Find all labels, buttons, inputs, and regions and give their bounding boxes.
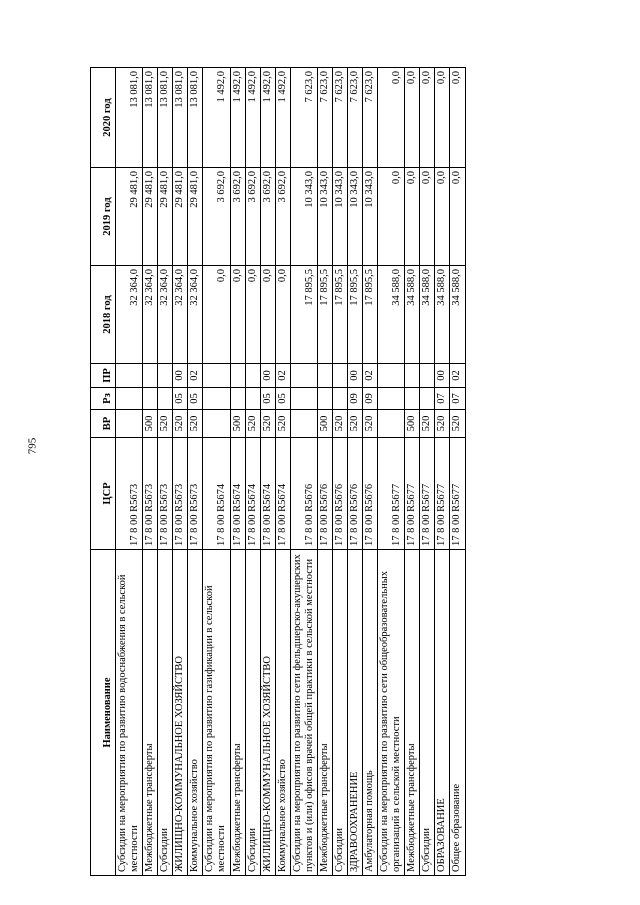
cell-2020: 13 081,0 [143,68,158,168]
cell-pr: 00 [348,364,363,388]
cell-2019: 3 692,0 [230,168,245,266]
cell-2019: 10 343,0 [332,168,347,266]
table-row [363,68,378,876]
cell-rz [143,388,158,410]
cell-rz [420,388,435,410]
cell-name: ОБРАЗОВАНИЕ [435,550,450,876]
cell-2019: 0,0 [420,168,435,266]
cell-2018: 0,0 [203,266,230,364]
cell-name: Межбюджетные трансферты [317,550,332,876]
cell-2020: 1 492,0 [245,68,260,168]
budget-table [90,67,466,876]
cell-2018: 32 364,0 [188,266,203,364]
cell-pr [158,364,173,388]
cell-vr: 520 [420,410,435,438]
cell-vr: 520 [348,410,363,438]
cell-2018: 0,0 [230,266,245,364]
cell-pr: 02 [450,364,465,388]
table-row [435,68,450,876]
cell-2018: 17 895,5 [332,266,347,364]
cell-2020: 1 492,0 [275,68,290,168]
cell-2018: 34 588,0 [420,266,435,364]
cell-csr: 17 8 00 R5676 [317,438,332,550]
cell-2018: 32 364,0 [158,266,173,364]
cell-2020: 7 623,0 [332,68,347,168]
cell-name: ЗДРАВООХРАНЕНИЕ [348,550,363,876]
cell-pr [116,364,143,388]
cell-2019: 0,0 [435,168,450,266]
cell-rz [230,388,245,410]
table-header-row [91,68,116,876]
table-row [158,68,173,876]
cell-pr: 02 [363,364,378,388]
cell-pr [143,364,158,388]
cell-2019: 0,0 [450,168,465,266]
cell-2019: 0,0 [405,168,420,266]
table-row [188,68,203,876]
cell-pr [378,364,405,388]
cell-vr [116,410,143,438]
cell-2020: 13 081,0 [116,68,143,168]
header-rz: Рз [91,388,116,410]
cell-name: Межбюджетные трансферты [405,550,420,876]
table-body [116,68,466,876]
cell-name: Коммунальное хозяйство [275,550,290,876]
cell-2020: 0,0 [420,68,435,168]
cell-2020: 13 081,0 [158,68,173,168]
table-row [173,68,188,876]
cell-2018: 34 588,0 [450,266,465,364]
cell-2019: 3 692,0 [260,168,275,266]
table-row [317,68,332,876]
cell-name: Межбюджетные трансферты [143,550,158,876]
cell-name: Общее образование [450,550,465,876]
cell-2020: 0,0 [435,68,450,168]
cell-vr: 500 [143,410,158,438]
cell-2019: 29 481,0 [143,168,158,266]
table-row [203,68,230,876]
cell-name: Амбулаторная помощь [363,550,378,876]
cell-pr [203,364,230,388]
cell-2020: 1 492,0 [260,68,275,168]
cell-vr: 520 [245,410,260,438]
cell-pr: 00 [173,364,188,388]
cell-pr [420,364,435,388]
cell-2018: 32 364,0 [173,266,188,364]
cell-vr: 520 [158,410,173,438]
cell-pr [405,364,420,388]
cell-vr [378,410,405,438]
header-2020: 2020 год [91,68,116,168]
cell-rz: 05 [173,388,188,410]
cell-vr [290,410,317,438]
cell-csr: 17 8 00 R5676 [332,438,347,550]
cell-csr: 17 8 00 R5674 [275,438,290,550]
cell-rz: 07 [435,388,450,410]
cell-2020: 0,0 [405,68,420,168]
table-row [420,68,435,876]
cell-2020: 0,0 [450,68,465,168]
cell-vr: 500 [405,410,420,438]
cell-vr [203,410,230,438]
cell-2020: 0,0 [378,68,405,168]
cell-2018: 17 895,5 [363,266,378,364]
cell-2018: 0,0 [275,266,290,364]
cell-name: Субсидии на мероприятия по развитию сети общеобразовательных организаций в сельской местности [378,550,405,876]
cell-csr: 17 8 00 R5677 [405,438,420,550]
cell-rz: 09 [348,388,363,410]
cell-vr: 520 [275,410,290,438]
cell-csr: 17 8 00 R5673 [143,438,158,550]
cell-vr: 520 [363,410,378,438]
cell-rz [317,388,332,410]
rotated-table-container [90,68,490,876]
cell-pr [317,364,332,388]
cell-csr: 17 8 00 R5677 [378,438,405,550]
cell-rz: 05 [260,388,275,410]
table-row [260,68,275,876]
cell-name: Коммунальное хозяйство [188,550,203,876]
cell-csr: 17 8 00 R5673 [173,438,188,550]
cell-2019: 3 692,0 [245,168,260,266]
cell-2020: 7 623,0 [348,68,363,168]
cell-csr: 17 8 00 R5677 [435,438,450,550]
cell-name: Субсидии на мероприятия по развитию сети фельдшерско-акушерских пунктов и (или) офисов врачей общей практики в сельской местности [290,550,317,876]
header-vr: ВР [91,410,116,438]
cell-rz: 05 [275,388,290,410]
cell-pr: 00 [260,364,275,388]
cell-csr: 17 8 00 R5674 [245,438,260,550]
table-row [230,68,245,876]
cell-vr: 520 [173,410,188,438]
cell-name: Субсидии [158,550,173,876]
cell-2018: 0,0 [245,266,260,364]
cell-vr: 520 [260,410,275,438]
cell-csr: 17 8 00 R5676 [363,438,378,550]
table-row [275,68,290,876]
cell-csr: 17 8 00 R5673 [188,438,203,550]
cell-pr: 02 [275,364,290,388]
cell-pr [290,364,317,388]
header-pr: ПР [91,364,116,388]
page-number: 795 [26,437,39,455]
cell-2019: 29 481,0 [188,168,203,266]
cell-vr: 500 [317,410,332,438]
cell-rz [158,388,173,410]
cell-pr [230,364,245,388]
cell-2018: 0,0 [260,266,275,364]
table-row [378,68,405,876]
cell-name: Субсидии [420,550,435,876]
cell-2018: 17 895,5 [317,266,332,364]
cell-2018: 17 895,5 [348,266,363,364]
cell-csr: 17 8 00 R5674 [230,438,245,550]
header-2018: 2018 год [91,266,116,364]
cell-2019: 10 343,0 [317,168,332,266]
cell-2018: 34 588,0 [435,266,450,364]
cell-2019: 29 481,0 [158,168,173,266]
cell-vr: 520 [435,410,450,438]
cell-rz [245,388,260,410]
cell-2019: 10 343,0 [290,168,317,266]
cell-csr: 17 8 00 R5676 [290,438,317,550]
cell-rz: 07 [450,388,465,410]
cell-2019: 29 481,0 [116,168,143,266]
cell-rz [378,388,405,410]
cell-vr: 520 [450,410,465,438]
cell-vr: 520 [188,410,203,438]
cell-2019: 3 692,0 [275,168,290,266]
table-row [348,68,363,876]
cell-vr: 520 [332,410,347,438]
cell-csr: 17 8 00 R5674 [260,438,275,550]
cell-pr: 00 [435,364,450,388]
cell-2020: 7 623,0 [290,68,317,168]
header-csr: ЦСР [91,438,116,550]
cell-rz: 05 [188,388,203,410]
header-2019: 2019 год [91,168,116,266]
cell-2018: 34 588,0 [405,266,420,364]
cell-pr: 02 [188,364,203,388]
cell-name: Субсидии на мероприятия по развитию газификации в сельской местности [203,550,230,876]
cell-2018: 34 588,0 [378,266,405,364]
cell-name: ЖИЛИЩНО-КОММУНАЛЬНОЕ ХОЗЯЙСТВО [173,550,188,876]
cell-2020: 7 623,0 [363,68,378,168]
table-row [245,68,260,876]
cell-2020: 1 492,0 [203,68,230,168]
cell-2019: 0,0 [378,168,405,266]
cell-rz: 09 [363,388,378,410]
table-row [332,68,347,876]
cell-csr: 17 8 00 R5677 [450,438,465,550]
cell-name: Субсидии [332,550,347,876]
cell-rz [290,388,317,410]
table-row [290,68,317,876]
cell-2020: 1 492,0 [230,68,245,168]
cell-csr: 17 8 00 R5673 [158,438,173,550]
table-row [143,68,158,876]
header-name: Наименование [91,550,116,876]
cell-2018: 17 895,5 [290,266,317,364]
cell-rz [332,388,347,410]
cell-rz [405,388,420,410]
cell-2019: 3 692,0 [203,168,230,266]
cell-name: Субсидии на мероприятия по развитию водоснабжения в сельской местности [116,550,143,876]
cell-csr: 17 8 00 R5674 [203,438,230,550]
cell-csr: 17 8 00 R5677 [420,438,435,550]
cell-2019: 29 481,0 [173,168,188,266]
cell-2018: 32 364,0 [116,266,143,364]
cell-name: Межбюджетные трансферты [230,550,245,876]
cell-rz [116,388,143,410]
cell-name: ЖИЛИЩНО-КОММУНАЛЬНОЕ ХОЗЯЙСТВО [260,550,275,876]
cell-2020: 13 081,0 [188,68,203,168]
cell-rz [203,388,230,410]
cell-pr [245,364,260,388]
cell-2018: 32 364,0 [143,266,158,364]
cell-2019: 10 343,0 [348,168,363,266]
cell-2020: 7 623,0 [317,68,332,168]
cell-name: Субсидии [245,550,260,876]
table-row [116,68,143,876]
cell-csr: 17 8 00 R5676 [348,438,363,550]
cell-pr [332,364,347,388]
cell-vr: 500 [230,410,245,438]
cell-csr: 17 8 00 R5673 [116,438,143,550]
table-row [405,68,420,876]
cell-2019: 10 343,0 [363,168,378,266]
table-row [450,68,465,876]
cell-2020: 13 081,0 [173,68,188,168]
